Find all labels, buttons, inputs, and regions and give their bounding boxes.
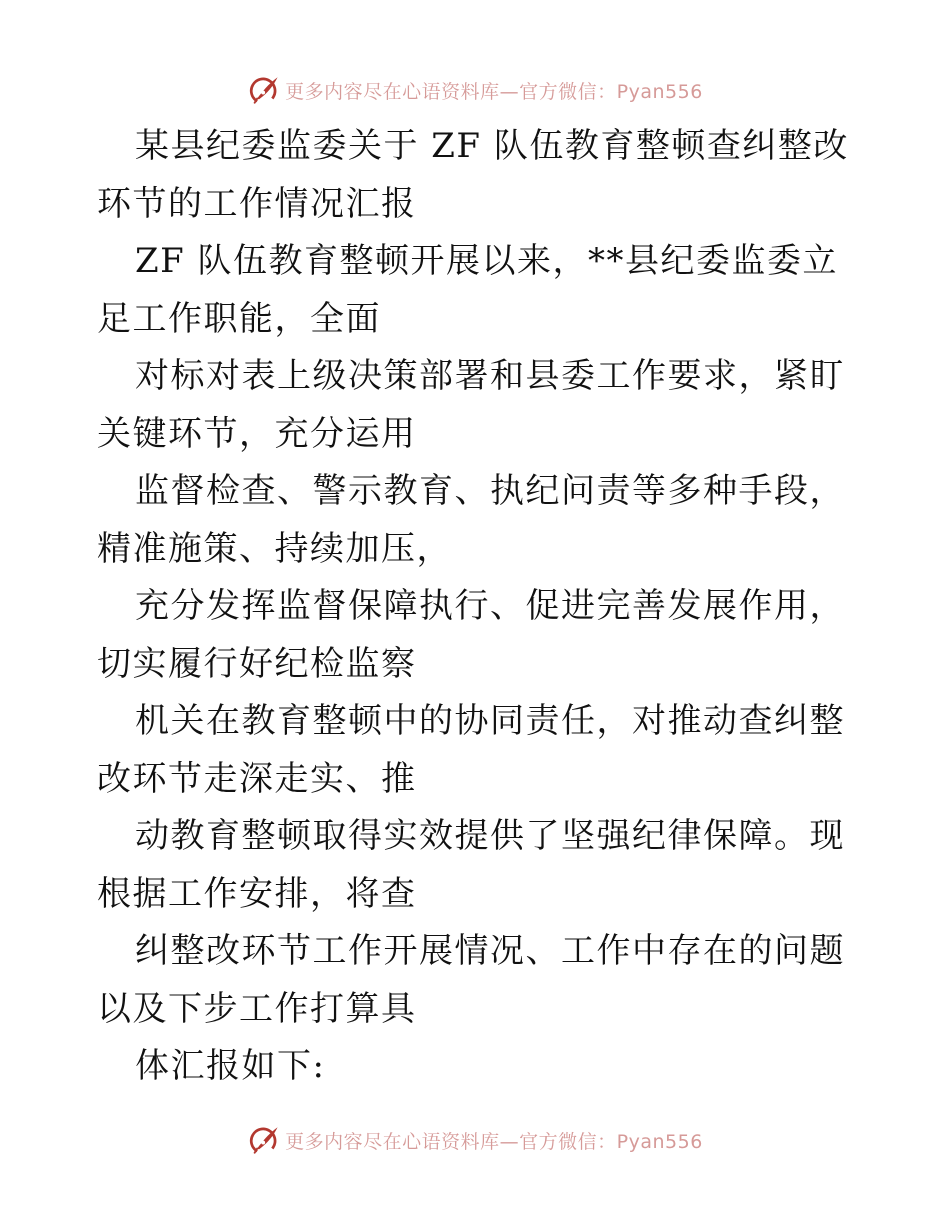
quill-pen-logo-icon — [247, 73, 281, 107]
paragraph: 对标对表上级决策部署和县委工作要求，紧盯关键环节，充分运用 — [97, 356, 845, 454]
paragraph: 体汇报如下: — [135, 1046, 326, 1086]
document-title: 某县纪委监委关于 ZF 队伍教育整顿查纠整改环节的工作情况汇报 — [97, 126, 849, 224]
paragraph: ZF 队伍教育整顿开展以来，**县纪委监委立足工作职能，全面 — [97, 241, 839, 339]
paragraph: 监督检查、警示教育、执纪问责等多种手段，精准施策、持续加压， — [97, 471, 845, 569]
paragraph: 动教育整顿取得实效提供了坚强纪律保障。现根据工作安排，将查 — [97, 816, 845, 914]
quill-pen-logo-icon — [247, 1123, 281, 1157]
paragraph: 充分发挥监督保障执行、促进完善发展作用，切实履行好纪检监察 — [97, 586, 845, 684]
header-banner-text: 更多内容尽在心语资料库—官方微信：Pyan556 — [285, 80, 703, 103]
footer-banner-text: 更多内容尽在心语资料库—官方微信：Pyan556 — [285, 1130, 703, 1153]
document-body — [97, 118, 867, 1096]
paragraph: 纠整改环节工作开展情况、工作中存在的问题以及下步工作打算具 — [97, 931, 845, 1029]
header-banner — [0, 70, 950, 110]
footer-banner — [0, 1120, 950, 1160]
paragraph: 机关在教育整顿中的协同责任，对推动查纠整改环节走深走实、推 — [97, 701, 845, 799]
